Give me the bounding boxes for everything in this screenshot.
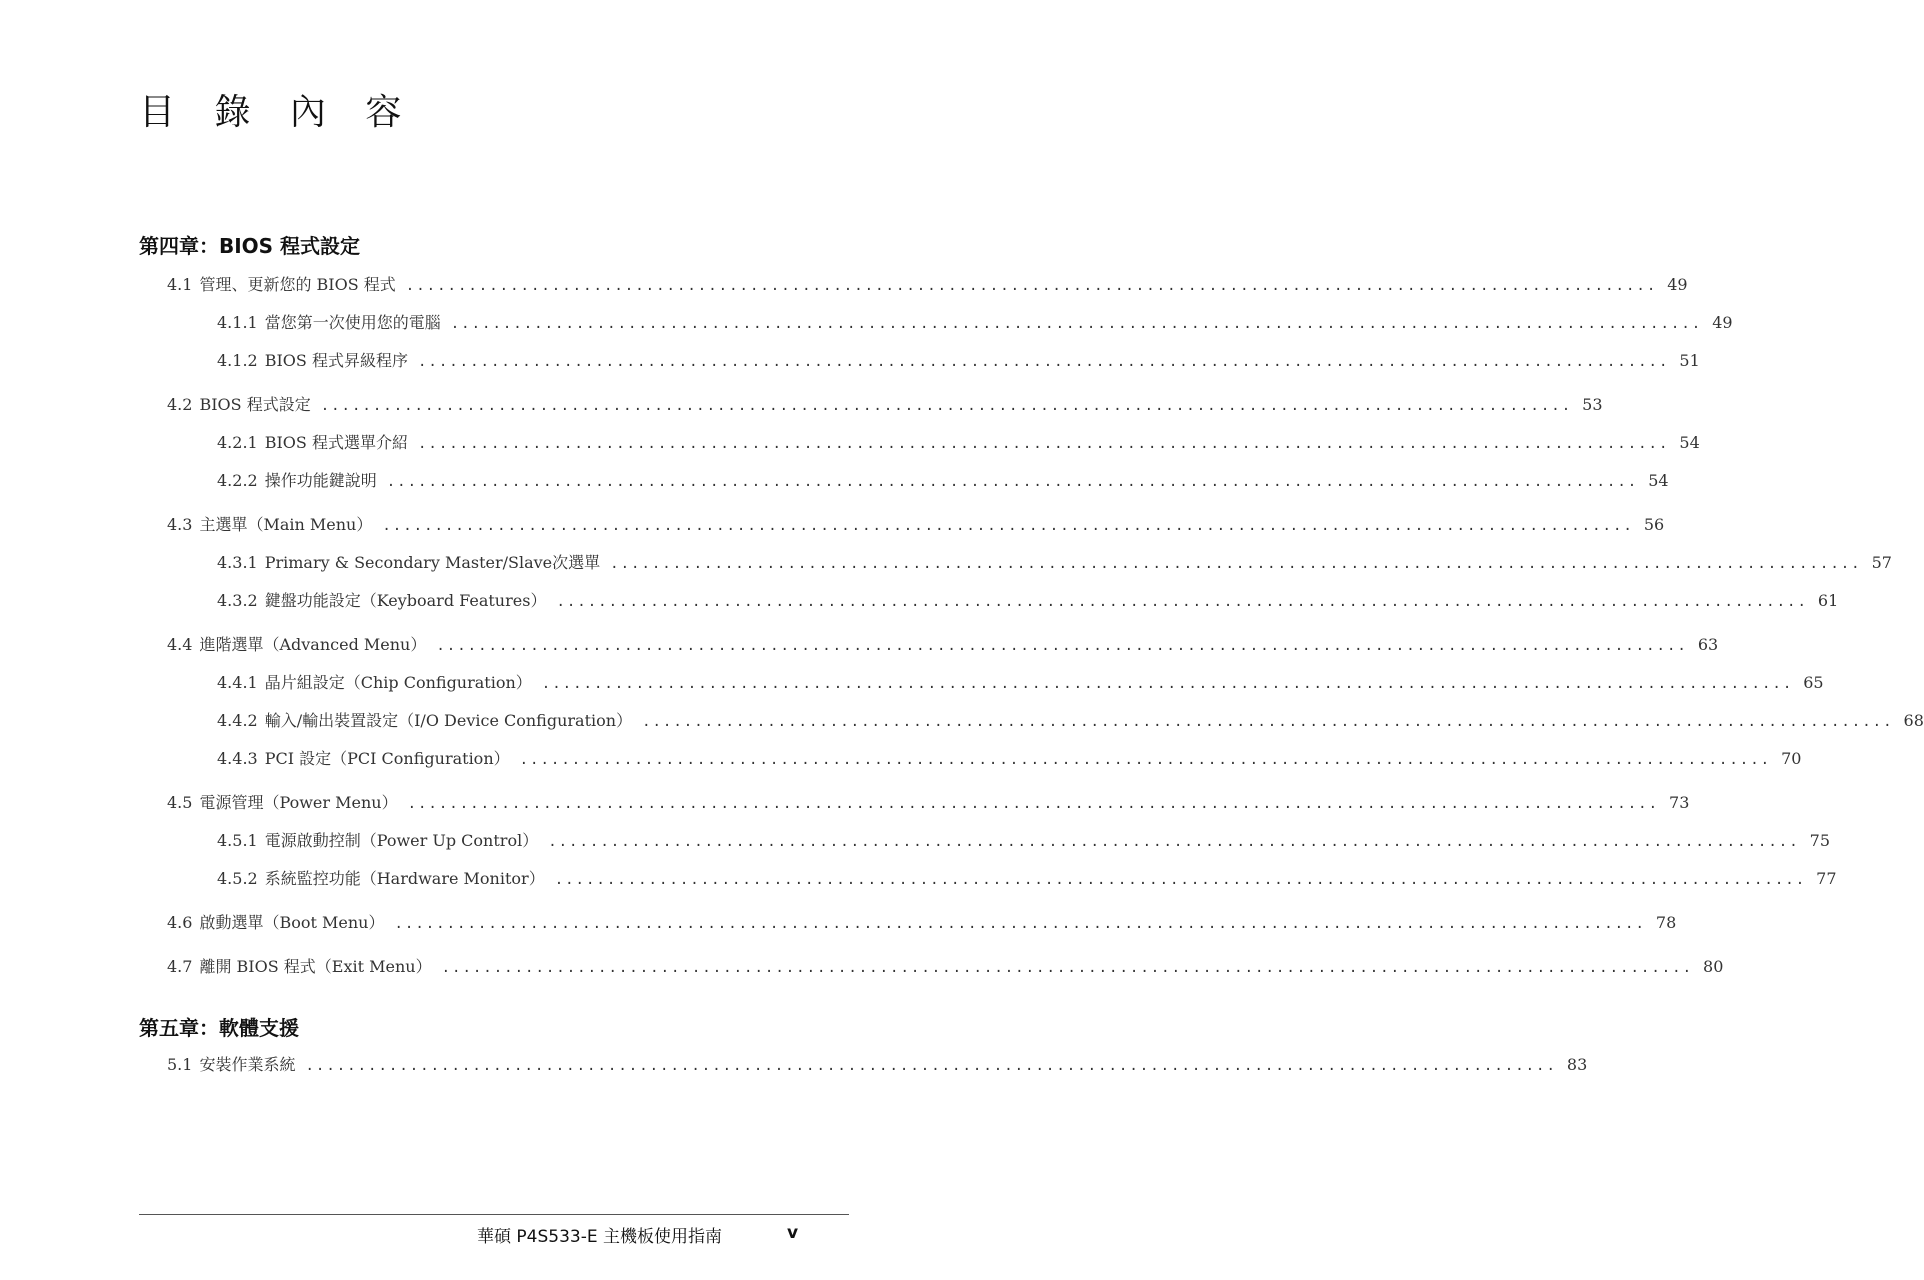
toc-title: 安裝作業系統: [199, 1055, 296, 1074]
toc-entry: [167, 393, 1603, 417]
toc-number: 4.5.1: [217, 831, 258, 850]
toc-entry: [217, 747, 1802, 771]
toc-number: 4.3: [167, 515, 193, 534]
toc-title: BIOS 程式昇級程序: [264, 351, 408, 370]
toc-leader: ........................................................................................................................: [450, 316, 1703, 332]
toc-entry: [217, 551, 1892, 575]
toc-leader: ........................................................................................................................: [305, 1058, 1557, 1074]
toc-entry: [167, 513, 1665, 537]
toc-leader: ........................................................................................................................: [441, 960, 1694, 976]
toc-leader: ........................................................................................................................: [320, 398, 1573, 414]
toc-title: 電源管理（Power Menu）: [199, 793, 398, 812]
toc-entry: [217, 829, 1831, 853]
toc-entry: [217, 671, 1824, 695]
toc-title: 離開 BIOS 程式（Exit Menu）: [199, 957, 432, 976]
toc-leader: ........................................................................................................................: [386, 474, 1639, 490]
toc-page: 54: [1648, 471, 1669, 490]
toc-entry: [167, 791, 1690, 815]
toc-title: 系統監控功能（Hardware Monitor）: [264, 869, 545, 888]
toc-title: PCI 設定（PCI Configuration）: [264, 749, 510, 768]
footer-page-number: v: [787, 1223, 799, 1243]
toc-title: BIOS 程式選單介紹: [264, 433, 408, 452]
toc-number: 4.4: [167, 635, 193, 654]
toc-page: 75: [1809, 831, 1831, 850]
footer-manual-title: 華碩 P4S533-E 主機板使用指南: [477, 1227, 722, 1247]
toc-entry: [167, 273, 1688, 297]
toc-leader: ........................................................................................................................: [610, 556, 1862, 572]
toc-title: 鍵盤功能設定（Keyboard Features）: [264, 591, 547, 610]
toc-title: 進階選單（Advanced Menu）: [199, 635, 427, 654]
toc-entry: [217, 709, 1924, 733]
toc-leader: ........................................................................................................................: [519, 752, 1772, 768]
toc-number: 4.1.2: [217, 351, 258, 370]
toc-leader: ........................................................................................................................: [436, 638, 1688, 654]
toc-number: 4.1: [167, 275, 193, 294]
toc-leader: ........................................................................................................................: [556, 594, 1808, 610]
toc-leader: ........................................................................................................................: [554, 872, 1807, 888]
toc-leader: ........................................................................................................................: [407, 796, 1660, 812]
toc-page: 56: [1643, 515, 1665, 534]
toc-page: 49: [1712, 313, 1733, 332]
toc-entry: [217, 431, 1700, 455]
toc-leader: ........................................................................................................................: [642, 714, 1894, 730]
toc-number: 4.7: [167, 957, 193, 976]
toc-number: 4.4.3: [217, 749, 258, 768]
footer-rule: [139, 1214, 849, 1215]
toc-number: 4.2.2: [217, 471, 258, 490]
toc-leader: ........................................................................................................................: [417, 436, 1670, 452]
toc-page: 77: [1816, 869, 1837, 888]
toc-entry: [167, 1053, 1588, 1077]
toc-entry: [217, 867, 1837, 891]
toc-leader: ........................................................................................................................: [382, 518, 1634, 534]
chapter-heading: 第四章：BIOS 程式設定: [139, 234, 361, 258]
toc-page: 65: [1803, 673, 1824, 692]
toc-page: 70: [1781, 749, 1802, 768]
toc-page: 51: [1679, 351, 1700, 370]
toc-number: 4.3.1: [217, 553, 258, 572]
toc-page: 57: [1871, 553, 1892, 572]
toc-page: 61: [1817, 591, 1839, 610]
toc-title: 啟動選單（Boot Menu）: [199, 913, 385, 932]
toc-page: 53: [1582, 395, 1603, 414]
toc-page: 54: [1679, 433, 1700, 452]
toc-number: 4.2.1: [217, 433, 258, 452]
toc-title: 晶片組設定（Chip Configuration）: [264, 673, 532, 692]
toc-page: 63: [1697, 635, 1719, 654]
toc-number: 4.5: [167, 793, 193, 812]
toc-number: 4.4.1: [217, 673, 258, 692]
toc-page: 83: [1566, 1055, 1588, 1074]
toc-entry: [217, 349, 1700, 373]
toc-entry: [167, 633, 1719, 657]
toc-leader: ........................................................................................................................: [417, 354, 1670, 370]
toc-leader: ........................................................................................................................: [394, 916, 1646, 932]
toc-page: 80: [1703, 957, 1724, 976]
toc-number: 5.1: [167, 1055, 193, 1074]
toc-number: 4.1.1: [217, 313, 258, 332]
toc-leader: ........................................................................................................................: [541, 676, 1794, 692]
toc-number: 4.6: [167, 913, 193, 932]
toc-leader: ........................................................................................................................: [405, 278, 1658, 294]
toc-entry: [167, 955, 1724, 979]
toc-title: BIOS 程式設定: [199, 395, 311, 414]
toc-title: 輸入/輸出裝置設定（I/O Device Configuration）: [264, 711, 633, 730]
toc-leader: ........................................................................................................................: [548, 834, 1800, 850]
toc-title: 當您第一次使用您的電腦: [264, 313, 441, 332]
toc-title: 管理、更新您的 BIOS 程式: [199, 275, 396, 294]
toc-page: 73: [1669, 793, 1690, 812]
chapter-heading: 第五章：軟體支援: [139, 1016, 299, 1040]
toc-entry: [217, 311, 1733, 335]
toc-entry: [217, 589, 1839, 613]
toc-entry: [217, 469, 1669, 493]
toc-title: 電源啟動控制（Power Up Control）: [264, 831, 539, 850]
toc-title: 主選單（Main Menu）: [199, 515, 373, 534]
toc-entry: [167, 911, 1677, 935]
toc-title: Primary & Secondary Master/Slave次選單: [264, 553, 601, 572]
toc-number: 4.5.2: [217, 869, 258, 888]
toc-number: 4.4.2: [217, 711, 258, 730]
toc-page: 49: [1667, 275, 1688, 294]
toc-number: 4.2: [167, 395, 193, 414]
toc-title: 操作功能鍵說明: [264, 471, 377, 490]
toc-page: 78: [1655, 913, 1677, 932]
toc-number: 4.3.2: [217, 591, 258, 610]
page-title: 目 錄 內 容: [139, 92, 416, 133]
toc-page: 68: [1903, 711, 1924, 730]
